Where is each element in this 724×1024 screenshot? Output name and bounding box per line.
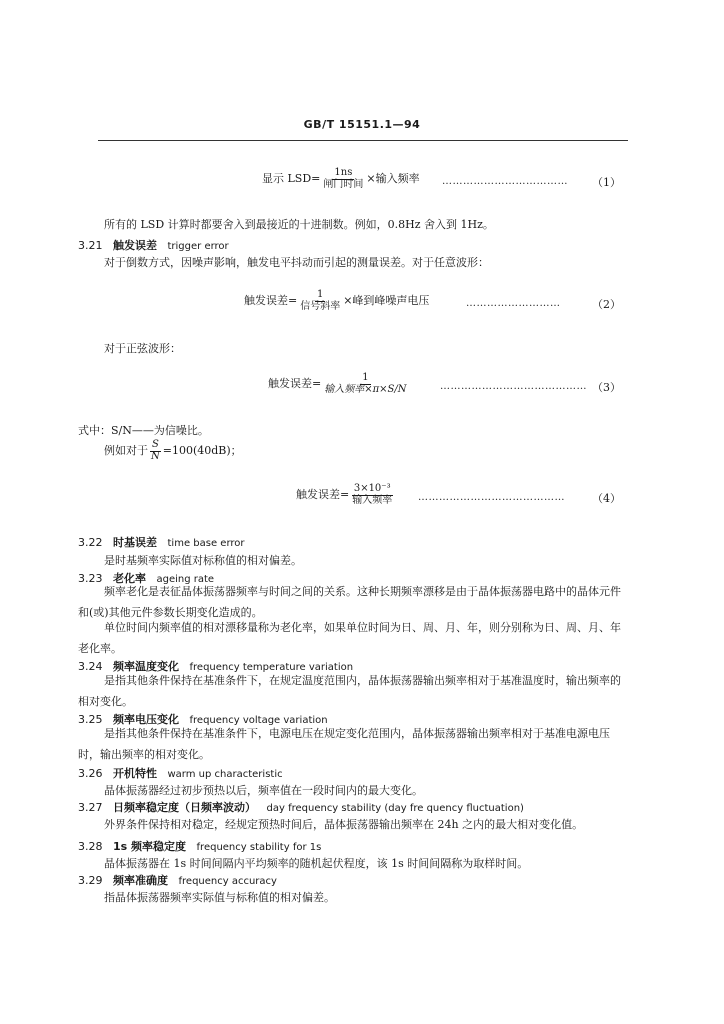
example-line xyxy=(104,440,242,462)
eq2-numerator: 1 xyxy=(317,289,324,300)
eq1-lhs: 显示 LSD= xyxy=(262,172,321,185)
clause-number: 3.29 xyxy=(78,874,103,887)
clause-3-24-body: 是指其他条件保持在基准条件下，在规定温度范围内，晶体振荡器输出频率相对于基准温度时，输出频率的相对变化。 xyxy=(78,674,621,708)
clause-3-28-heading xyxy=(78,838,321,854)
term-en: frequency temperature variation xyxy=(189,662,354,673)
where-clause: 式中：S/N——为信噪比。 xyxy=(78,424,209,437)
eq4-leader-dots: …………………………………… xyxy=(418,492,565,503)
term-en: frequency voltage variation xyxy=(189,715,328,726)
term-zh: 频率电压变化 xyxy=(113,713,179,726)
clause-3-21-body: 对于倒数方式，因噪声影响，触发电平抖动而引起的测量误差。对于任意波形： xyxy=(104,256,489,269)
term-zh: 频率温度变化 xyxy=(113,660,179,673)
eq3-fraction xyxy=(322,373,408,395)
clause-number: 3.23 xyxy=(78,572,103,585)
clause-3-29-heading xyxy=(78,872,277,888)
eq4-number: （4） xyxy=(592,492,621,505)
header-rule xyxy=(98,140,628,141)
eq3-numerator: 1 xyxy=(362,372,369,383)
eq2-rhs: ×峰到峰噪声电压 xyxy=(343,294,430,307)
eq2-number: （2） xyxy=(592,298,621,311)
equation-4 xyxy=(296,484,395,506)
eq2-fraction xyxy=(298,290,342,312)
clause-3-27-body: 外界条件保持相对稳定，经规定预热时间后，晶体振荡器输出频率在 24h 之内的最大相对变化值。 xyxy=(104,818,584,831)
term-en: time base error xyxy=(167,538,245,549)
clause-number: 3.22 xyxy=(78,536,103,549)
eq3-leader-dots: …………………………………… xyxy=(440,381,587,392)
term-zh: 1s 频率稳定度 xyxy=(113,840,187,853)
term-zh: 老化率 xyxy=(113,572,146,585)
clause-number: 3.28 xyxy=(78,840,103,853)
term-en: frequency accuracy xyxy=(178,876,277,887)
term-zh: 时基误差 xyxy=(113,536,157,549)
eq2-leader-dots: ……………………… xyxy=(466,298,561,309)
clause-3-21-heading xyxy=(78,237,229,253)
term-en: frequency stability for 1s xyxy=(196,842,322,853)
equation-3 xyxy=(268,373,410,395)
clause-number: 3.27 xyxy=(78,801,103,814)
eq4-numerator: 3×10⁻³ xyxy=(353,483,391,494)
clause-3-22-body: 是时基频率实际值对标称值的相对偏差。 xyxy=(104,554,302,567)
eq4-denominator: 输入频率 xyxy=(352,494,393,506)
clause-3-23-body-2: 单位时间内频率值的相对漂移量称为老化率，如果单位时间为日、周、月、年，则分别称为日、周、月、年老化率。 xyxy=(78,621,621,655)
equation-2 xyxy=(244,290,429,312)
clause-3-25-body: 是指其他条件保持在基准条件下，电源电压在规定变化范围内，晶体振荡器输出频率相对于基准电源电压时，输出频率的相对变化。 xyxy=(78,727,610,761)
clause-number: 3.26 xyxy=(78,767,103,780)
term-zh: 频率准确度 xyxy=(113,874,168,887)
clause-3-28-body: 晶体振荡器在 1s 时间间隔内平均频率的随机起伏程度，该 1s 时间间隔称为取样时间。 xyxy=(104,857,529,870)
eq1-denominator: 闸门时间 xyxy=(323,178,364,190)
eq4-lhs: 触发误差= xyxy=(296,488,350,501)
term-en: warm up characteristic xyxy=(167,769,283,780)
clause-number: 3.25 xyxy=(78,713,103,726)
clause-3-23-body-1: 频率老化是表征晶体振荡器频率与时间之间的关系。这种长期频率漂移是由于晶体振荡器电路中的晶体元件和(或)其他元件参数长期变化造成的。 xyxy=(78,585,621,619)
term-zh: 日频率稳定度（日频率波动） xyxy=(113,801,256,814)
example-numerator: S xyxy=(151,439,159,450)
clause-3-29-body: 指晶体振荡器频率实际值与标称值的相对偏差。 xyxy=(104,891,335,904)
eq4-fraction xyxy=(350,484,394,506)
term-en: ageing rate xyxy=(156,574,215,585)
term-en: trigger error xyxy=(167,241,229,252)
eq3-lhs: 触发误差= xyxy=(268,377,322,390)
term-zh: 触发误差 xyxy=(113,239,157,252)
term-zh: 开机特性 xyxy=(113,767,157,780)
eq2-lhs: 触发误差= xyxy=(244,294,298,307)
eq2-denominator: 信号斜率 xyxy=(300,300,341,312)
clause-3-27-heading xyxy=(78,799,524,815)
lsd-rounding-note: 所有的 LSD 计算时都要舍入到最接近的十进制数。例如，0.8Hz 舍入到 1Hz。 xyxy=(104,218,494,231)
example-denominator: N xyxy=(151,450,160,462)
equation-1 xyxy=(262,168,420,190)
standard-header: GB/T 15151.1—94 xyxy=(303,118,421,131)
eq1-rhs: ×输入频率 xyxy=(366,172,420,185)
eq1-numerator: 1ns xyxy=(334,167,353,178)
eq3-number: （3） xyxy=(592,381,621,394)
sine-intro: 对于正弦波形： xyxy=(104,342,181,355)
clause-3-26-body: 晶体振荡器经过初步预热以后，频率值在一段时间内的最大变化。 xyxy=(104,784,423,797)
clause-3-22-heading xyxy=(78,534,245,550)
example-fraction xyxy=(149,440,162,462)
eq1-fraction xyxy=(321,168,365,190)
example-post: =100(40dB)； xyxy=(162,444,242,457)
eq1-number: （1） xyxy=(592,176,621,189)
clause-3-26-heading xyxy=(78,765,283,781)
clause-number: 3.24 xyxy=(78,660,103,673)
eq1-leader-dots: ……………………………… xyxy=(442,176,568,187)
eq3-denominator: 输入频率×π×S/N xyxy=(324,383,407,395)
term-en: day frequency stability (day fre quency fluctuation) xyxy=(266,803,524,814)
clause-number: 3.21 xyxy=(78,239,103,252)
example-pre: 例如对于 xyxy=(104,444,148,457)
